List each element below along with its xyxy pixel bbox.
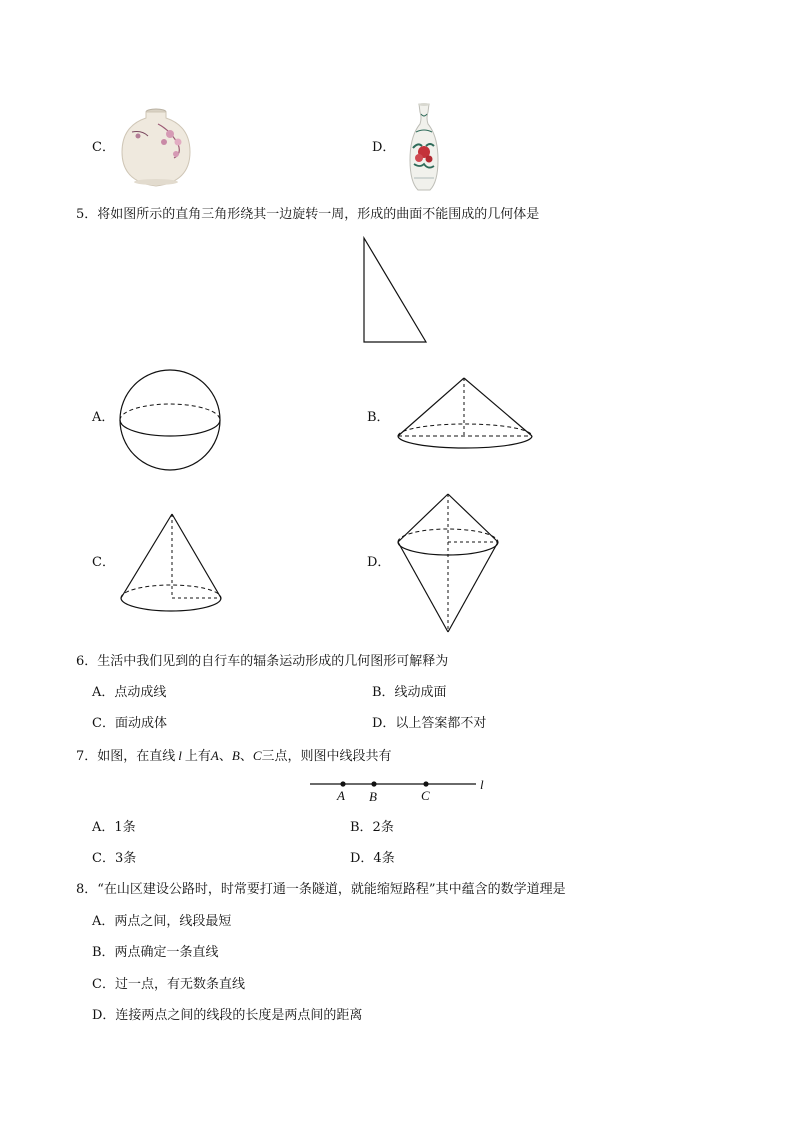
q5-stem: 5．将如图所示的直角三角形绕其一边旋转一周，形成的曲面不能围成的几何体是 [76, 207, 540, 222]
q8-option-d: D．连接两点之间的线段的长度是两点间的距离 [92, 1008, 363, 1023]
q7-option-b: B．2条 [350, 820, 394, 835]
q7-option-a: A．1条 [92, 820, 136, 835]
sphere-figure [118, 368, 230, 472]
q4-option-d-label: D． [372, 140, 396, 155]
q7-stem-point-c: C [252, 748, 262, 763]
q5-option-c-label: C． [92, 555, 115, 570]
q5-option-d-label: D． [367, 555, 391, 570]
point-b-dot [371, 781, 376, 786]
upright-cone-figure [118, 510, 226, 620]
line-segment-figure [308, 776, 480, 806]
q8-stem: 8．“在山区建设公路时，时常要打通一条隧道，就能缩短路程”其中蕴含的数学道理是 [76, 882, 566, 897]
q7-option-d: D．4条 [350, 851, 395, 866]
q7-stem-line-name: l [178, 748, 182, 763]
figure-label-b: B [369, 789, 377, 804]
q5-option-b-label: B． [367, 410, 390, 425]
q6-stem: 6．生活中我们见到的自行车的辐条运动形成的几何图形可解释为 [76, 654, 449, 669]
figure-label-c: C [421, 788, 430, 803]
point-c-dot [423, 781, 428, 786]
q8-option-a: A．两点之间，线段最短 [92, 914, 232, 929]
q8-option-c: C．过一点，有无数条直线 [92, 977, 245, 992]
figure-label-a: A [337, 788, 345, 803]
q5-option-a-label: A． [92, 410, 115, 425]
q7-stem-middle: 上有 [184, 749, 211, 764]
q7-stem-sep1: 、 [218, 749, 232, 764]
round-porcelain-vase-icon [118, 106, 194, 188]
q7-stem-point-a: A [210, 748, 219, 763]
tall-porcelain-vase-icon [404, 102, 444, 192]
figure-label-line: l [480, 777, 484, 792]
double-cone-figure [396, 490, 502, 636]
right-triangle-figure [360, 234, 432, 346]
q6-option-c: C．面动成体 [92, 716, 167, 731]
q7-stem-sep2: 、 [239, 749, 253, 764]
q6-option-d: D．以上答案都不对 [372, 716, 487, 731]
q7-stem-prefix: 7．如图，在直线 [76, 749, 176, 764]
q7-stem-suffix: 三点，则图中线段共有 [261, 749, 392, 764]
q7-stem [76, 748, 392, 765]
q8-option-b: B．两点确定一条直线 [92, 945, 219, 960]
q7-stem-point-b: B [231, 748, 240, 763]
q7-option-c: C．3条 [92, 851, 137, 866]
q4-option-c-label: C． [92, 140, 115, 155]
flat-cone-figure [396, 374, 536, 464]
point-a-dot [340, 781, 345, 786]
q6-option-a: A．点动成线 [92, 685, 167, 700]
q6-option-b: B．线动成面 [372, 685, 447, 700]
